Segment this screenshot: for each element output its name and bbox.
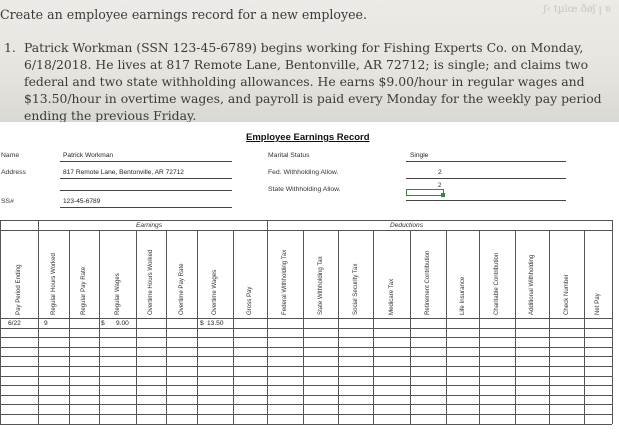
- name-underline: [60, 161, 232, 162]
- column-header: Retirement Contribution: [424, 250, 431, 315]
- column-line: [584, 230, 585, 424]
- instruction-text: Create an employee earnings record for a new employee.: [0, 7, 368, 22]
- column-header: Regular Wages: [113, 273, 121, 315]
- column-line: [267, 220, 268, 424]
- bleed-through-text: ƒ‹ tµlœ ðøʃ ꞁ ɐ: [543, 4, 611, 15]
- column-line: [99, 230, 100, 424]
- marital-underline: [406, 161, 566, 162]
- column-header: Charitable Contribution: [493, 252, 500, 315]
- column-header: Check Number: [562, 274, 570, 315]
- marital-status-field[interactable]: Single: [410, 152, 429, 159]
- column-header: Social Security Tax: [351, 263, 359, 315]
- column-line: [303, 230, 304, 424]
- column-line: [479, 230, 480, 424]
- column-line: [612, 220, 613, 424]
- column-header: Federal Withholding Tax: [281, 249, 288, 315]
- row-line: [0, 328, 612, 329]
- row-line: [0, 356, 612, 357]
- name-label: Name: [1, 152, 20, 159]
- column-line: [197, 230, 198, 424]
- problem-text: Patrick Workman (SSN 123-45-6789) begins working for Fishing Experts Co. on Monday, 6/18/2018. He lives at 817 Remote Lane, Bentonville, AR 72712; is single; and claims two federal and two state withholding allowances. He earns $9.00/hour in regular wages and $13.50/hour in overtime wages, and payroll is paid every Monday for the weekly pay period ending the previous Friday.: [24, 40, 602, 122]
- row-line: [0, 376, 612, 377]
- fed-withholding-field[interactable]: 2: [438, 169, 442, 176]
- row-line: [0, 337, 612, 338]
- address-line2-underline: [60, 190, 232, 191]
- column-header: Regular Hours Worked: [49, 253, 57, 315]
- header-bottom-line: [0, 318, 612, 319]
- fed-underline: [406, 178, 566, 179]
- column-line: [549, 230, 550, 424]
- regular-wages-cell[interactable]: 9.00: [116, 320, 129, 327]
- column-line: [136, 230, 137, 424]
- column-line: [515, 230, 516, 424]
- header-band-line: [0, 230, 612, 231]
- textbook-photo: [0, 0, 619, 122]
- column-header: Additional Withholding: [528, 254, 535, 315]
- column-header: Overtime Wages: [211, 269, 218, 315]
- record-title: Employee Earnings Record: [246, 132, 370, 143]
- row-line: [0, 347, 612, 348]
- column-header: Gross Pay: [246, 286, 253, 315]
- address-underline: [60, 178, 232, 179]
- column-line: [38, 220, 39, 424]
- column-line: [0, 220, 1, 424]
- row-line: [0, 404, 612, 405]
- name-field[interactable]: Patrick Workman: [63, 152, 114, 159]
- fill-handle[interactable]: [441, 193, 445, 197]
- column-header: Medicare Tax: [387, 278, 395, 315]
- row-line: [0, 366, 612, 367]
- state-underline: [406, 200, 566, 201]
- overtime-wages-cell[interactable]: 13.50: [207, 320, 224, 327]
- earnings-group-label: Earnings: [136, 222, 163, 229]
- column-line: [233, 230, 234, 424]
- problem-number: 1.: [4, 40, 16, 55]
- row-line: [0, 395, 612, 396]
- column-header: Pay Period Ending: [15, 264, 22, 315]
- problem-statement: [4, 39, 616, 122]
- column-header: Net Pay: [594, 293, 601, 315]
- column-line: [446, 230, 447, 424]
- column-header: State Withholding Tax: [316, 256, 324, 315]
- column-line: [69, 230, 70, 424]
- row-line: [0, 414, 612, 415]
- row-line: [0, 385, 612, 386]
- column-line: [338, 230, 339, 424]
- column-header: Life Insurance: [458, 276, 466, 315]
- ssn-field[interactable]: 123-45-6789: [63, 198, 101, 205]
- worksheet: [0, 122, 619, 434]
- column-line: [373, 230, 374, 424]
- ssn-underline: [60, 207, 232, 208]
- column-header: Regular Pay Rate: [80, 266, 87, 315]
- marital-status-label: Marital Status: [268, 152, 310, 159]
- column-header: Overtime Hours Worked: [147, 249, 154, 315]
- deductions-group-label: Deductions: [390, 222, 423, 229]
- ssn-label: SS#: [1, 198, 14, 205]
- address-field[interactable]: 817 Remote Lane, Bentonville, AR 72712: [63, 169, 184, 176]
- regular-wages-currency[interactable]: $: [101, 320, 105, 327]
- column-line: [166, 230, 167, 424]
- column-line: [410, 230, 411, 424]
- fed-withholding-label: Fed. Withholding Allow.: [268, 169, 339, 176]
- table-top-border: [0, 220, 612, 221]
- selected-cell[interactable]: [406, 189, 444, 196]
- column-header: Overtime Pay Rate: [177, 263, 185, 315]
- pay-period-cell[interactable]: 6/22: [8, 320, 21, 327]
- overtime-wages-currency[interactable]: $: [200, 320, 204, 327]
- state-withholding-field[interactable]: 2: [438, 183, 442, 189]
- state-withholding-label: State Withholding Allow.: [268, 186, 341, 193]
- regular-hours-cell[interactable]: 9: [44, 320, 48, 327]
- earnings-table: [0, 220, 612, 423]
- row-line: [0, 424, 612, 425]
- address-label: Address: [1, 169, 26, 176]
